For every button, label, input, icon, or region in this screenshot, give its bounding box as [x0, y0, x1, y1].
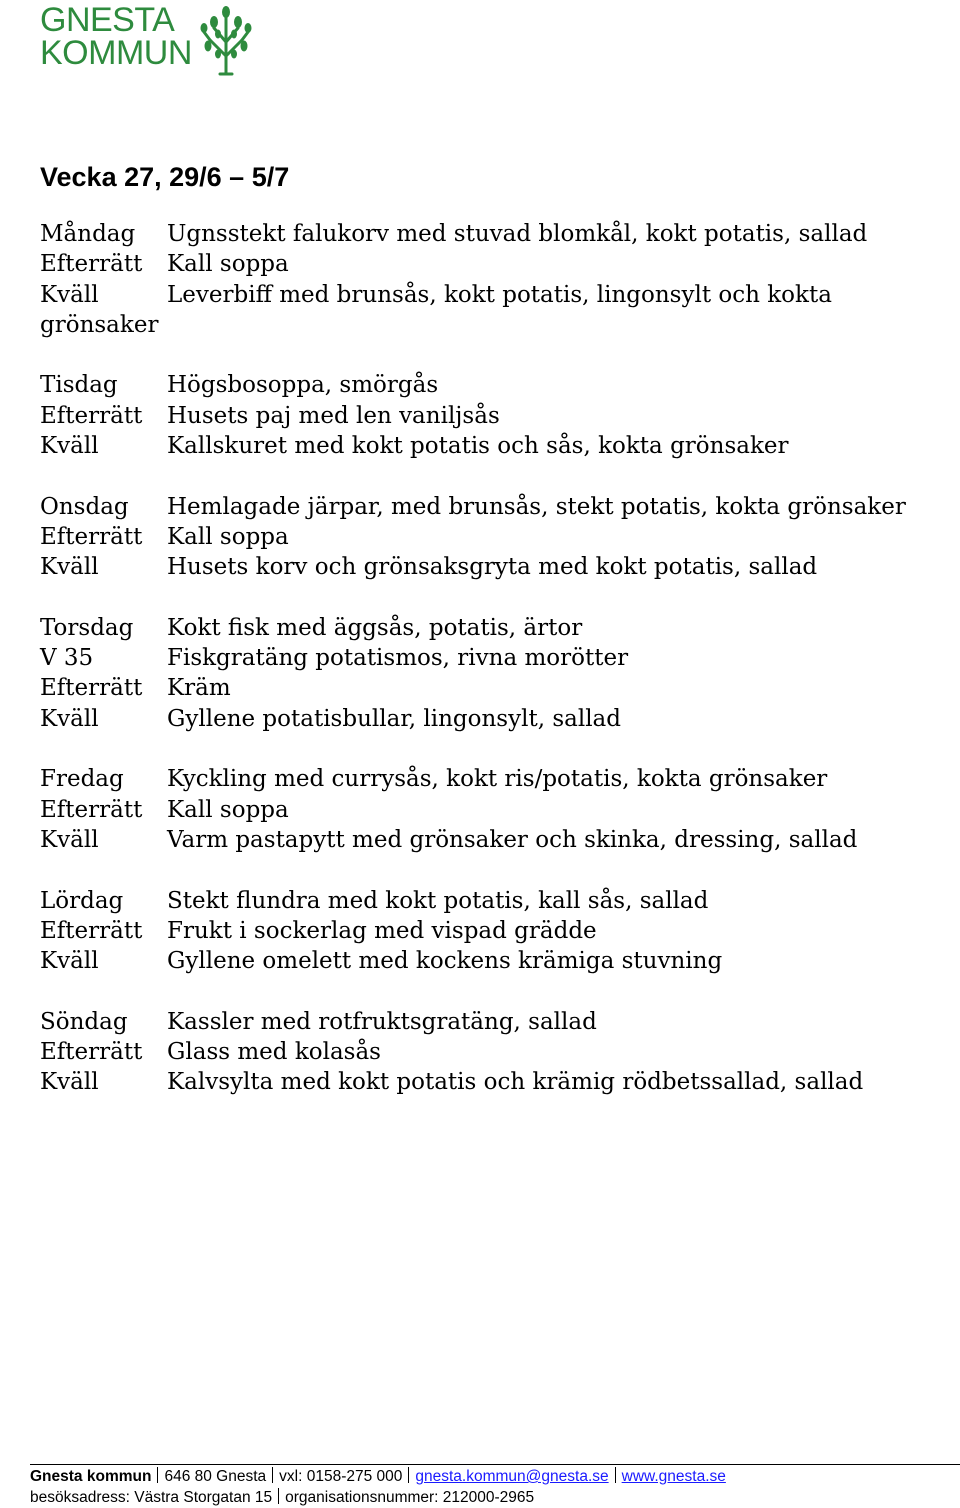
footer-web-link[interactable]: www.gnesta.se	[621, 1468, 726, 1485]
meal-text: Kall soppa	[167, 251, 289, 278]
meal-label: Måndag	[40, 221, 136, 247]
meal-label: Kväll	[40, 948, 99, 975]
menu-row	[40, 764, 940, 794]
meal-text: Ugnsstekt falukorv med stuvad blomkål, kokt potatis, sallad	[167, 221, 868, 247]
menu-row	[40, 1007, 940, 1037]
meal-label: Efterrätt	[40, 675, 143, 702]
menu-row	[40, 704, 940, 734]
meal-label: Efterrätt	[40, 251, 143, 278]
menu-row	[40, 613, 940, 643]
day-block	[40, 1007, 940, 1098]
meal-text: Frukt i sockerlag med vispad grädde	[167, 917, 597, 944]
menu-row	[40, 673, 940, 703]
menu-row	[40, 1037, 940, 1067]
tree-icon	[198, 4, 254, 76]
meal-label: Lördag	[40, 887, 124, 914]
meal-label: Söndag	[40, 1008, 128, 1035]
gnesta-kommun-logo	[40, 1, 255, 76]
meal-label: Tisdag	[40, 372, 118, 399]
day-block	[40, 370, 940, 461]
meal-text: Hemlagade järpar, med brunsås, stekt potatis, kokta grönsaker	[167, 493, 906, 520]
meal-label: V 35	[40, 645, 94, 672]
meal-text: Kall soppa	[167, 523, 289, 550]
menu-row	[40, 916, 940, 946]
meal-label: Kväll	[40, 281, 99, 308]
footer-separator	[615, 1467, 616, 1483]
meal-label: Fredag	[40, 766, 124, 793]
menu-row	[40, 522, 940, 552]
menu-row	[40, 401, 940, 431]
meal-label: Efterrätt	[40, 523, 143, 550]
meal-text: Gyllene omelett med kockens krämiga stuvning	[167, 948, 723, 975]
day-block	[40, 764, 940, 855]
menu-row	[40, 946, 940, 976]
meal-text: Gyllene potatisbullar, lingonsylt, sallad	[167, 705, 621, 732]
menu-row	[40, 886, 940, 916]
meal-text: Kall soppa	[167, 796, 289, 823]
footer-orgnr: organisationsnummer: 212000-2965	[285, 1489, 535, 1506]
meal-text: Kyckling med currysås, kokt ris/potatis, kokta grönsaker	[167, 766, 828, 793]
menu-row	[40, 219, 940, 249]
menu-row	[40, 280, 940, 310]
footer-phone: vxl: 0158-275 000	[279, 1468, 403, 1485]
logo-line-1: GNESTA	[40, 1, 175, 39]
day-block	[40, 613, 940, 734]
meal-text: Husets paj med len vaniljsås	[167, 402, 500, 429]
meal-label: Torsdag	[40, 614, 134, 641]
meal-text: Glass med kolasås	[167, 1039, 381, 1066]
menu-row	[40, 795, 940, 825]
menu-row	[40, 370, 940, 400]
footer-separator	[408, 1467, 409, 1483]
meal-text: Högsbosoppa, smörgås	[167, 372, 439, 399]
meal-text: Kallskuret med kokt potatis och sås, kokta grönsaker	[167, 433, 789, 460]
menu-row	[40, 431, 940, 461]
footer-separator	[157, 1467, 158, 1483]
meal-text: Husets korv och grönsaksgryta med kokt potatis, sallad	[167, 554, 818, 581]
day-block	[40, 886, 940, 977]
meal-text: Stekt flundra med kokt potatis, kall sås, sallad	[167, 887, 709, 914]
footer-separator	[278, 1488, 279, 1504]
footer	[30, 1464, 960, 1508]
weekly-menu	[40, 219, 940, 1128]
footer-separator	[272, 1467, 273, 1483]
meal-label: Kväll	[40, 433, 99, 460]
meal-label: Efterrätt	[40, 402, 143, 429]
meal-text: Kassler med rotfruktsgratäng, sallad	[167, 1008, 597, 1035]
week-title: Vecka 27, 29/6 – 5/7	[40, 162, 290, 192]
logo-wordmark	[40, 1, 200, 72]
meal-text: Fiskgratäng potatismos, rivna morötter	[167, 645, 629, 672]
day-block	[40, 492, 940, 583]
day-block	[40, 219, 940, 340]
meal-text: Kokt fisk med äggsås, potatis, ärtor	[167, 614, 583, 641]
menu-row	[40, 552, 940, 582]
footer-email-link[interactable]: gnesta.kommun@gnesta.se	[415, 1468, 609, 1485]
menu-row	[40, 643, 940, 673]
meal-label: Kväll	[40, 554, 99, 581]
meal-text: Kräm	[167, 675, 231, 702]
meal-text-continuation: grönsaker	[40, 311, 159, 338]
meal-label: Kväll	[40, 826, 99, 853]
menu-row	[40, 1067, 940, 1097]
meal-label: Efterrätt	[40, 917, 143, 944]
menu-row	[40, 492, 940, 522]
meal-label: Onsdag	[40, 493, 129, 520]
meal-text: Kalvsylta med kokt potatis och krämig rödbetssallad, sallad	[167, 1069, 864, 1096]
meal-text: Varm pastapytt med grönsaker och skinka, dressing, sallad	[167, 826, 858, 853]
footer-postal: 646 80 Gnesta	[164, 1468, 267, 1485]
meal-label: Efterrätt	[40, 1039, 143, 1066]
footer-line-1	[30, 1466, 960, 1487]
meal-text: Leverbiff med brunsås, kokt potatis, lingonsylt och kokta	[167, 281, 832, 308]
footer-org: Gnesta kommun	[30, 1468, 152, 1485]
meal-label: Efterrätt	[40, 796, 143, 823]
logo-line-2: KOMMUN	[40, 34, 192, 72]
meal-label: Kväll	[40, 705, 99, 732]
footer-address: besöksadress: Västra Storgatan 15	[30, 1489, 273, 1506]
menu-row	[40, 825, 940, 855]
meal-label: Kväll	[40, 1069, 99, 1096]
menu-row	[40, 249, 940, 279]
